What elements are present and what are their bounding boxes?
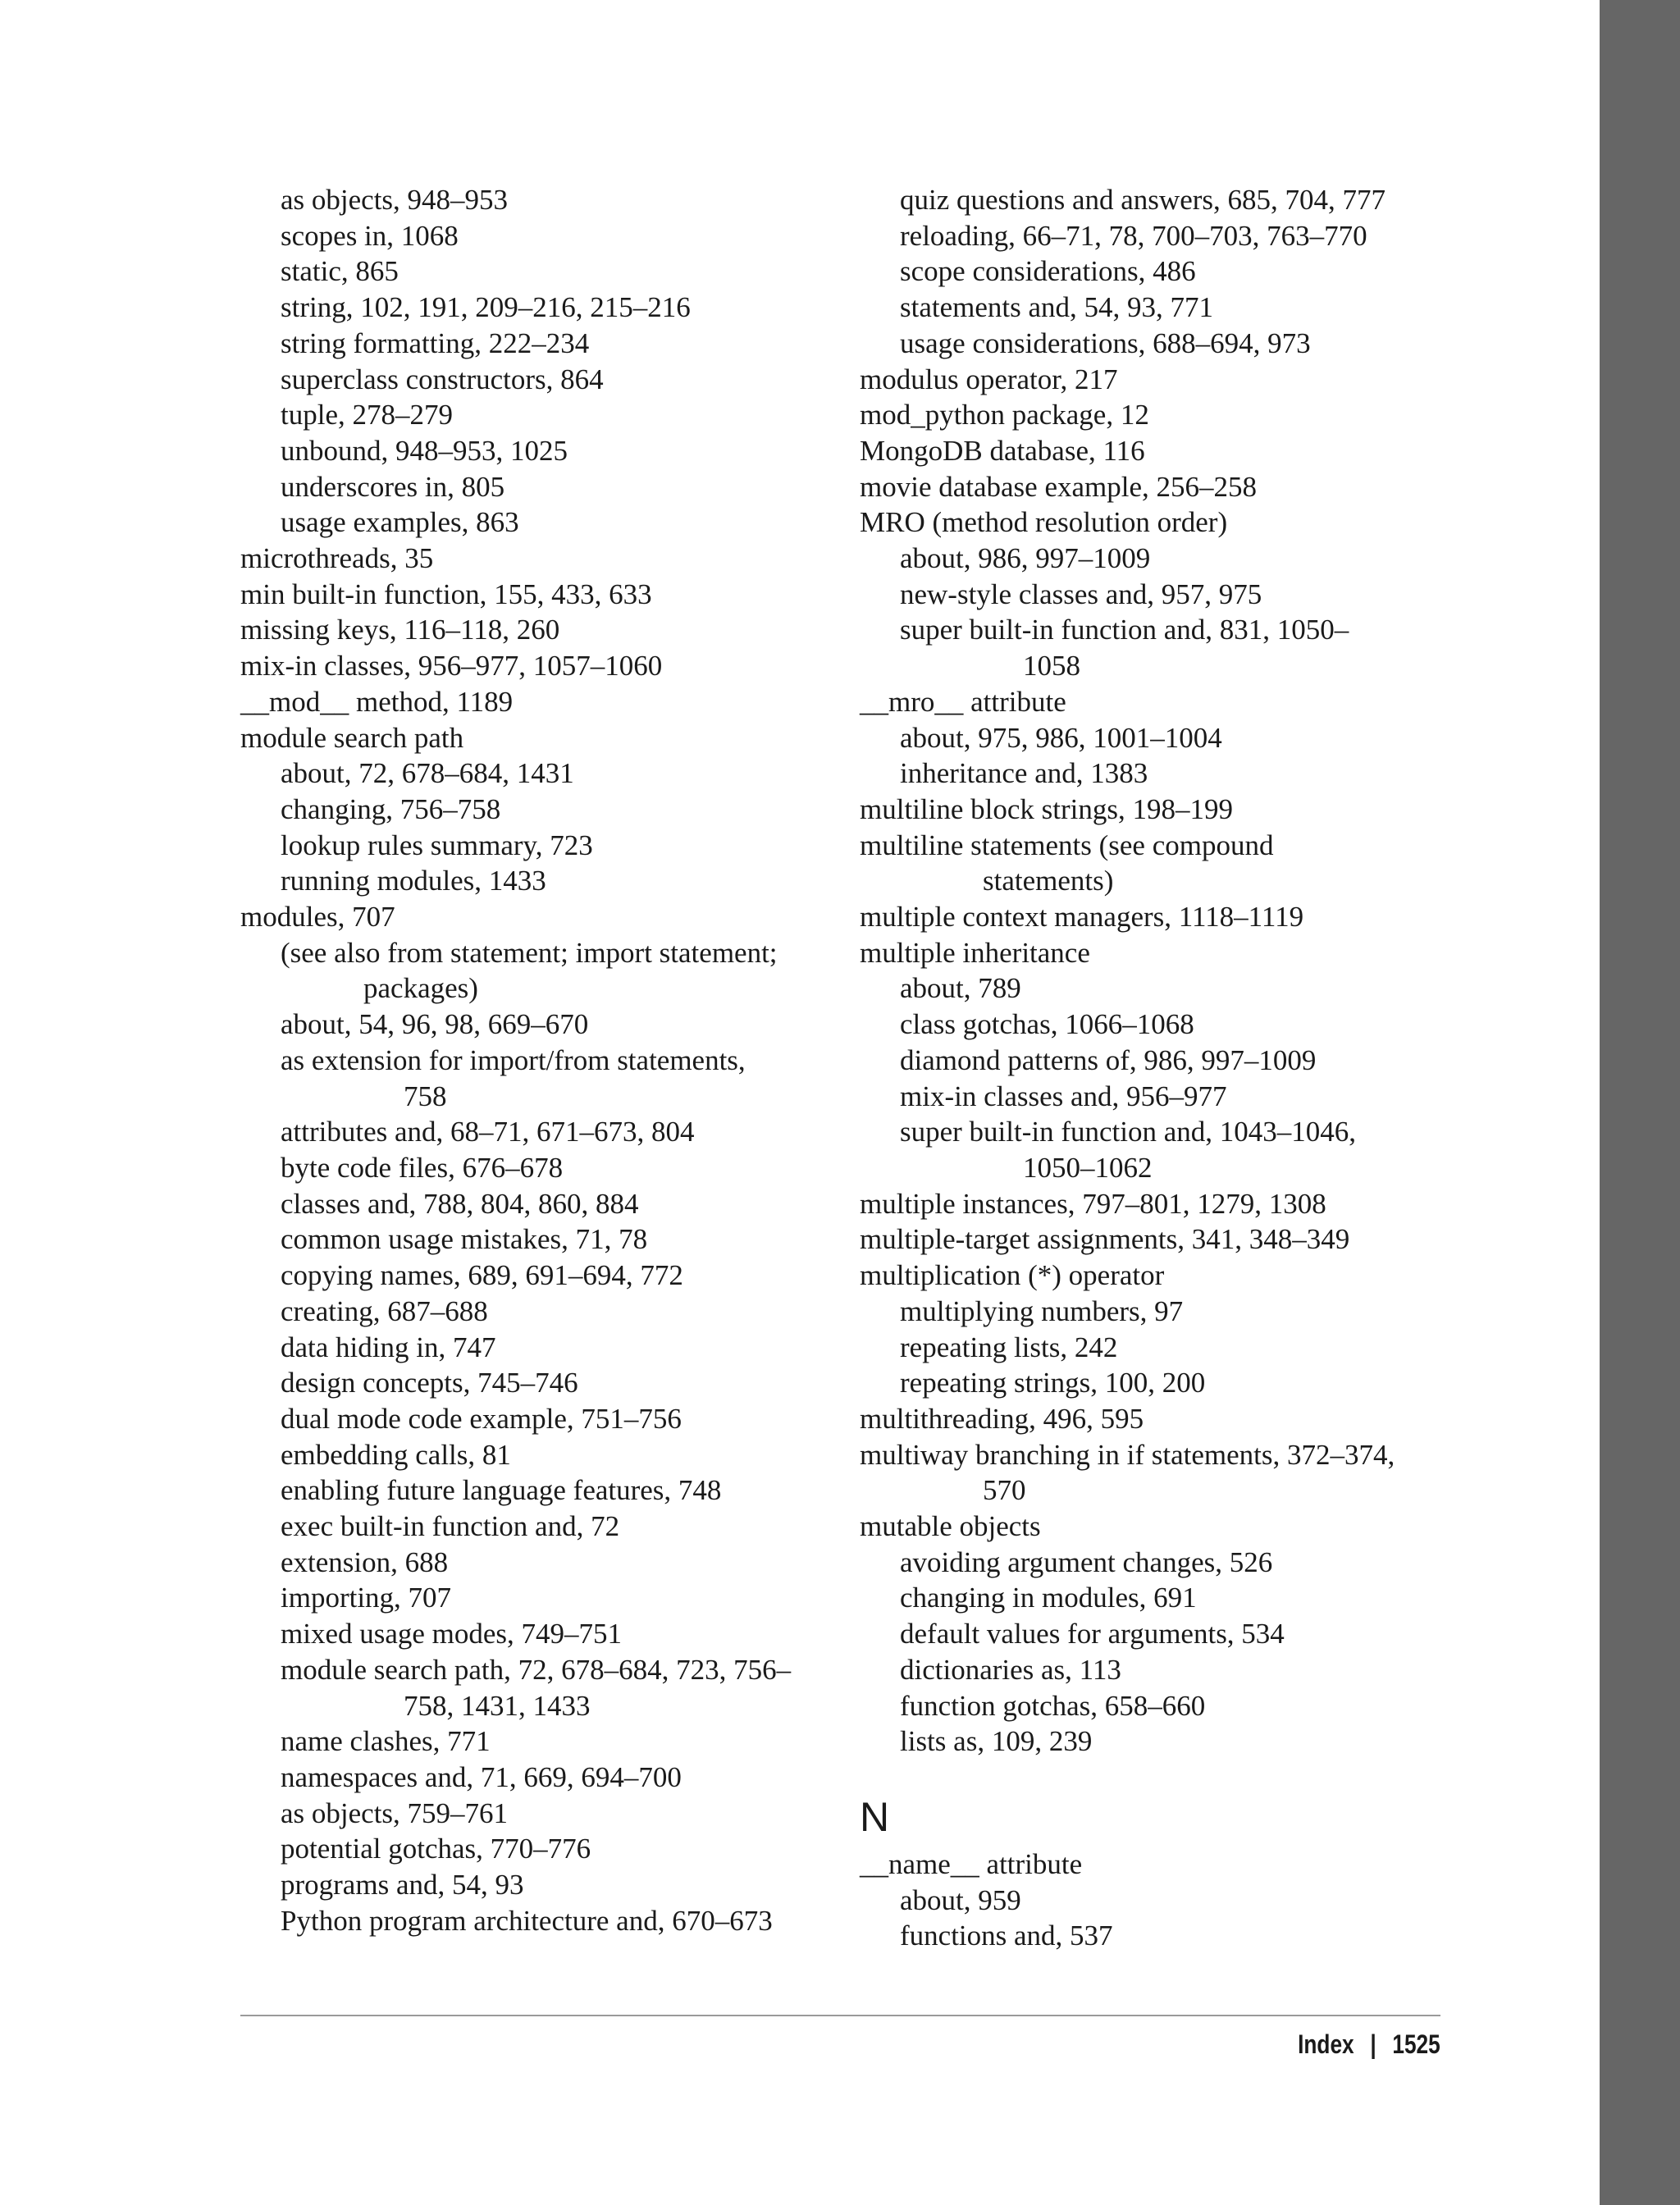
index-subentry-continuation: 1050–1062	[1023, 1151, 1153, 1184]
index-entry-continuation: statements)	[983, 865, 1114, 897]
index-entry-continuation: packages)	[363, 972, 478, 1005]
index-subentry-continuation: 1058	[1023, 650, 1080, 682]
index-subentry-continuation: 758, 1431, 1433	[404, 1689, 591, 1722]
index-subentry: statements and, 54, 93, 771	[900, 291, 1214, 324]
index-subentry: byte code files, 676–678	[281, 1151, 564, 1184]
index-subentry: super built-in function and, 1043–1046,	[900, 1116, 1357, 1148]
index-subentry: dictionaries as, 113	[900, 1653, 1121, 1686]
index-subentry: default values for arguments, 534	[900, 1618, 1285, 1650]
index-entry: microthreads, 35	[240, 542, 434, 575]
index-subentry: exec built-in function and, 72	[281, 1510, 620, 1543]
index-subentry: about, 986, 997–1009	[900, 542, 1151, 575]
index-subentry: (see also from statement; import statement;	[281, 936, 778, 969]
index-subentry: about, 72, 678–684, 1431	[281, 757, 574, 790]
index-subentry: scopes in, 1068	[281, 219, 459, 252]
index-subentry: about, 959	[900, 1883, 1021, 1916]
index-subentry: multiplying numbers, 97	[900, 1294, 1184, 1327]
index-entry: modulus operator, 217	[860, 363, 1118, 395]
index-entry: module search path	[240, 721, 464, 754]
index-subentry: module search path, 72, 678–684, 723, 756–	[281, 1653, 792, 1686]
index-entry: mod_python package, 12	[860, 399, 1149, 431]
index-entry: __mod__ method, 1189	[240, 685, 514, 718]
index-subentry: new-style classes and, 957, 975	[900, 578, 1262, 610]
index-subentry: usage considerations, 688–694, 973	[900, 326, 1311, 359]
index-entry: __mro__ attribute	[860, 685, 1066, 718]
index-entry: missing keys, 116–118, 260	[240, 614, 560, 646]
index-subentry: as extension for import/from statements,	[281, 1043, 746, 1076]
index-subentry: lookup rules summary, 723	[281, 829, 593, 861]
index-subentry: changing, 756–758	[281, 792, 501, 825]
index-subentry: importing, 707	[281, 1582, 452, 1614]
index-subentry: classes and, 788, 804, 860, 884	[281, 1187, 639, 1220]
index-entry: multiplication (*) operator	[860, 1259, 1165, 1292]
index-entry: multiple context managers, 1118–1119	[860, 901, 1304, 934]
index-subentry: mix-in classes and, 956–977	[900, 1080, 1227, 1112]
index-column-left	[240, 182, 880, 1938]
index-subentry: changing in modules, 691	[900, 1582, 1197, 1614]
index-entry: movie database example, 256–258	[860, 470, 1258, 503]
index-entry: mutable objects	[860, 1510, 1041, 1543]
index-subentry: superclass constructors, 864	[281, 363, 604, 395]
index-subentry: name clashes, 771	[281, 1725, 491, 1758]
index-subentry: about, 975, 986, 1001–1004	[900, 721, 1222, 754]
index-subentry: mixed usage modes, 749–751	[281, 1618, 623, 1650]
index-subentry: unbound, 948–953, 1025	[281, 434, 568, 467]
index-subentry-continuation: 758	[404, 1080, 447, 1112]
index-subentry: attributes and, 68–71, 671–673, 804	[281, 1116, 695, 1148]
index-subentry: enabling future language features, 748	[281, 1474, 722, 1507]
index-subentry: extension, 688	[281, 1545, 449, 1578]
index-entry: multiple inheritance	[860, 936, 1090, 969]
section-heading: N	[860, 1793, 890, 1840]
footer-section-label: Index	[1298, 2029, 1354, 2059]
index-subentry: scope considerations, 486	[900, 255, 1196, 288]
thumb-index-tab	[1600, 0, 1680, 2205]
index-subentry: string, 102, 191, 209–216, 215–216	[281, 291, 691, 324]
index-subentry: function gotchas, 658–660	[900, 1689, 1206, 1722]
index-entry: multiway branching in if statements, 372–374,	[860, 1438, 1395, 1471]
index-subentry: as objects, 759–761	[281, 1796, 509, 1829]
index-subentry: avoiding argument changes, 526	[900, 1545, 1273, 1578]
index-subentry: functions and, 537	[900, 1920, 1113, 1952]
page-footer	[1298, 2028, 1440, 2061]
index-entry: modules, 707	[240, 901, 395, 934]
index-column-right	[860, 182, 1500, 1954]
index-entry: mix-in classes, 956–977, 1057–1060	[240, 650, 663, 682]
index-subentry: namespaces and, 71, 669, 694–700	[281, 1760, 682, 1793]
index-subentry: as objects, 948–953	[281, 184, 509, 216]
index-subentry: inheritance and, 1383	[900, 757, 1148, 790]
index-entry: min built-in function, 155, 433, 633	[240, 578, 652, 610]
index-subentry: potential gotchas, 770–776	[281, 1833, 591, 1865]
index-subentry: reloading, 66–71, 78, 700–703, 763–770	[900, 219, 1367, 252]
index-subentry: about, 789	[900, 972, 1021, 1005]
index-subentry: about, 54, 96, 98, 669–670	[281, 1008, 589, 1041]
index-subentry: dual mode code example, 751–756	[281, 1402, 682, 1435]
index-subentry: quiz questions and answers, 685, 704, 777	[900, 184, 1386, 216]
index-subentry: common usage mistakes, 71, 78	[281, 1223, 648, 1256]
index-subentry: running modules, 1433	[281, 865, 546, 897]
index-entry: multiline block strings, 198–199	[860, 792, 1233, 825]
index-subentry: copying names, 689, 691–694, 772	[281, 1259, 683, 1292]
index-entry: __name__ attribute	[860, 1847, 1083, 1880]
index-subentry: programs and, 54, 93	[281, 1869, 524, 1901]
index-entry: MRO (method resolution order)	[860, 506, 1228, 539]
index-subentry: diamond patterns of, 986, 997–1009	[900, 1043, 1317, 1076]
index-subentry: data hiding in, 747	[281, 1331, 496, 1363]
index-subentry: creating, 687–688	[281, 1294, 488, 1327]
footer-rule	[240, 2015, 1440, 2016]
index-subentry: Python program architecture and, 670–673	[281, 1904, 773, 1937]
index-subentry: embedding calls, 81	[281, 1438, 511, 1471]
index-subentry: design concepts, 745–746	[281, 1367, 578, 1399]
index-entry-continuation: 570	[983, 1474, 1026, 1507]
footer-separator: |	[1370, 2029, 1376, 2059]
index-subentry: repeating lists, 242	[900, 1331, 1118, 1363]
index-subentry: class gotchas, 1066–1068	[900, 1008, 1194, 1041]
index-subentry: repeating strings, 100, 200	[900, 1367, 1206, 1399]
index-subentry: tuple, 278–279	[281, 399, 453, 431]
index-entry: multiple instances, 797–801, 1279, 1308	[860, 1187, 1326, 1220]
index-subentry: underscores in, 805	[281, 470, 505, 503]
index-subentry: string formatting, 222–234	[281, 326, 590, 359]
index-entry: multiline statements (see compound	[860, 829, 1274, 861]
index-subentry: lists as, 109, 239	[900, 1725, 1093, 1758]
index-entry: multithreading, 496, 595	[860, 1402, 1144, 1435]
index-subentry: super built-in function and, 831, 1050–	[900, 614, 1349, 646]
page-number: 1525	[1392, 2029, 1440, 2059]
index-subentry: usage examples, 863	[281, 506, 519, 539]
index-entry: multiple-target assignments, 341, 348–349	[860, 1223, 1350, 1256]
index-subentry: static, 865	[281, 255, 399, 288]
index-entry: MongoDB database, 116	[860, 434, 1145, 467]
